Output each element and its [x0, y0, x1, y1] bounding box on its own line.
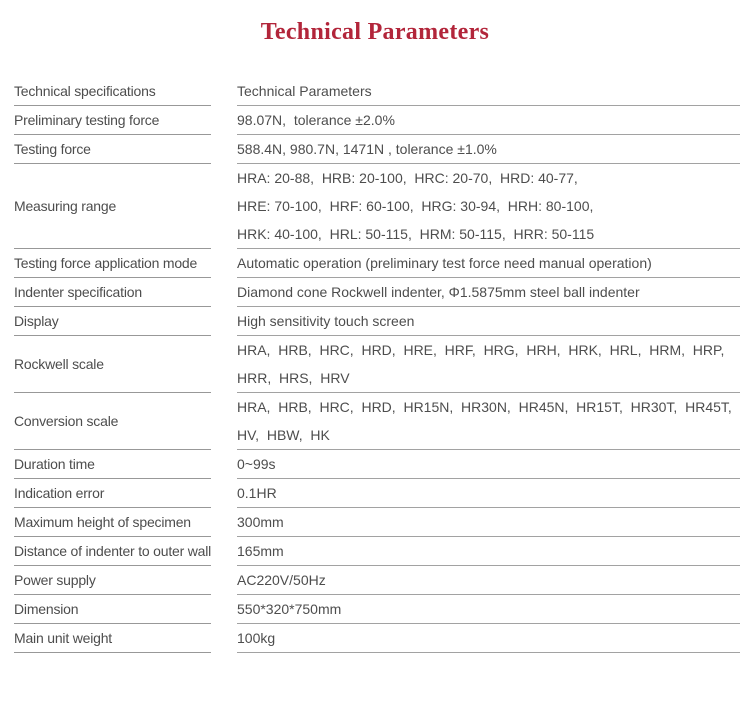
row-value: 0.1HR — [237, 485, 277, 501]
row-label-cell — [14, 307, 211, 336]
column-gap — [211, 595, 237, 624]
row-value: HV, HBW, HK — [237, 427, 330, 443]
row-value-cell — [237, 164, 740, 249]
table-row — [14, 479, 740, 508]
row-label: Indenter specification — [14, 284, 142, 300]
row-label-cell — [14, 164, 211, 249]
table-row — [14, 249, 740, 278]
table-row — [14, 450, 740, 479]
column-gap — [211, 336, 237, 393]
row-label-cell — [14, 624, 211, 653]
row-label-cell — [14, 106, 211, 135]
row-label: Dimension — [14, 601, 79, 617]
row-value: 300mm — [237, 514, 284, 530]
table-row — [14, 135, 740, 164]
column-gap — [211, 164, 237, 249]
row-value-cell — [237, 278, 740, 307]
row-label-cell — [14, 479, 211, 508]
row-value: 0~99s — [237, 456, 276, 472]
table-row — [14, 77, 740, 106]
table-row — [14, 624, 740, 653]
row-label-cell — [14, 135, 211, 164]
row-label: Conversion scale — [14, 413, 119, 429]
row-label: Duration time — [14, 456, 95, 472]
column-gap — [211, 479, 237, 508]
row-value-cell — [237, 135, 740, 164]
row-label-cell — [14, 537, 211, 566]
table-row — [14, 307, 740, 336]
row-value: HRR, HRS, HRV — [237, 370, 350, 386]
row-label-cell — [14, 278, 211, 307]
row-value: HRA, HRB, HRC, HRD, HRE, HRF, HRG, HRH, HRK, HRL, HRM, HRP, — [237, 342, 733, 358]
row-value-cell — [237, 566, 740, 595]
row-value-cell — [237, 77, 740, 106]
row-label-cell — [14, 77, 211, 106]
column-gap — [211, 77, 237, 106]
row-value-cell — [237, 106, 740, 135]
row-value: 100kg — [237, 630, 276, 646]
table-row — [14, 106, 740, 135]
row-value-cell — [237, 479, 740, 508]
row-label: Technical specifications — [14, 83, 156, 99]
column-gap — [211, 249, 237, 278]
row-label: Preliminary testing force — [14, 112, 160, 128]
row-label: Main unit weight — [14, 630, 112, 646]
row-value-cell — [237, 393, 740, 450]
row-label: Maximum height of specimen — [14, 514, 191, 530]
table-row — [14, 566, 740, 595]
row-label: Testing force — [14, 141, 91, 157]
table-row — [14, 164, 740, 249]
column-gap — [211, 450, 237, 479]
table-row — [14, 393, 740, 450]
row-label: Display — [14, 313, 59, 329]
column-gap — [211, 106, 237, 135]
row-label-cell — [14, 566, 211, 595]
row-value-cell — [237, 249, 740, 278]
row-value: 550*320*750mm — [237, 601, 342, 617]
column-gap — [211, 508, 237, 537]
row-label: Measuring range — [14, 198, 117, 214]
row-value: HRA: 20-88, HRB: 20-100, HRC: 20-70, HRD: 40-77, — [237, 170, 586, 186]
row-label-cell — [14, 249, 211, 278]
row-label-cell — [14, 450, 211, 479]
row-value: Automatic operation (preliminary test force need manual operation) — [237, 255, 652, 271]
row-value: Diamond cone Rockwell indenter, Φ1.5875mm steel ball indenter — [237, 284, 640, 300]
row-value: AC220V/50Hz — [237, 572, 326, 588]
row-label: Indication error — [14, 485, 105, 501]
row-value-cell — [237, 624, 740, 653]
row-value-cell — [237, 336, 740, 393]
row-label: Power supply — [14, 572, 96, 588]
table-row — [14, 595, 740, 624]
row-value: HRE: 70-100, HRF: 60-100, HRG: 30-94, HRH: 80-100, — [237, 198, 602, 214]
row-label: Rockwell scale — [14, 356, 104, 372]
row-value: Technical Parameters — [237, 83, 372, 99]
column-gap — [211, 566, 237, 595]
table-row — [14, 537, 740, 566]
table-row — [14, 508, 740, 537]
page-title: Technical Parameters — [260, 19, 490, 45]
row-label-cell — [14, 336, 211, 393]
column-gap — [211, 278, 237, 307]
technical-parameters-table — [14, 77, 740, 653]
row-value: 98.07N, tolerance ±2.0% — [237, 112, 395, 128]
column-gap — [211, 624, 237, 653]
column-gap — [211, 537, 237, 566]
column-gap — [211, 135, 237, 164]
row-value-cell — [237, 450, 740, 479]
table-row — [14, 278, 740, 307]
row-value: 165mm — [237, 543, 284, 559]
row-label-cell — [14, 595, 211, 624]
column-gap — [211, 393, 237, 450]
row-value: High sensitivity touch screen — [237, 313, 415, 329]
table-row — [14, 336, 740, 393]
row-label-cell — [14, 393, 211, 450]
row-value-cell — [237, 307, 740, 336]
row-value-cell — [237, 508, 740, 537]
row-label: Distance of indenter to outer wall — [14, 543, 212, 559]
row-label: Testing force application mode — [14, 255, 198, 271]
page-header — [0, 0, 750, 46]
column-gap — [211, 307, 237, 336]
row-value: HRA, HRB, HRC, HRD, HR15N, HR30N, HR45N, HR15T, HR30T, HR45T, — [237, 399, 740, 415]
row-value-cell — [237, 537, 740, 566]
row-value-cell — [237, 595, 740, 624]
row-value: 588.4N, 980.7N, 1471N , tolerance ±1.0% — [237, 141, 497, 157]
row-value: HRK: 40-100, HRL: 50-115, HRM: 50-115, HRR: 50-115 — [237, 226, 595, 242]
row-label-cell — [14, 508, 211, 537]
